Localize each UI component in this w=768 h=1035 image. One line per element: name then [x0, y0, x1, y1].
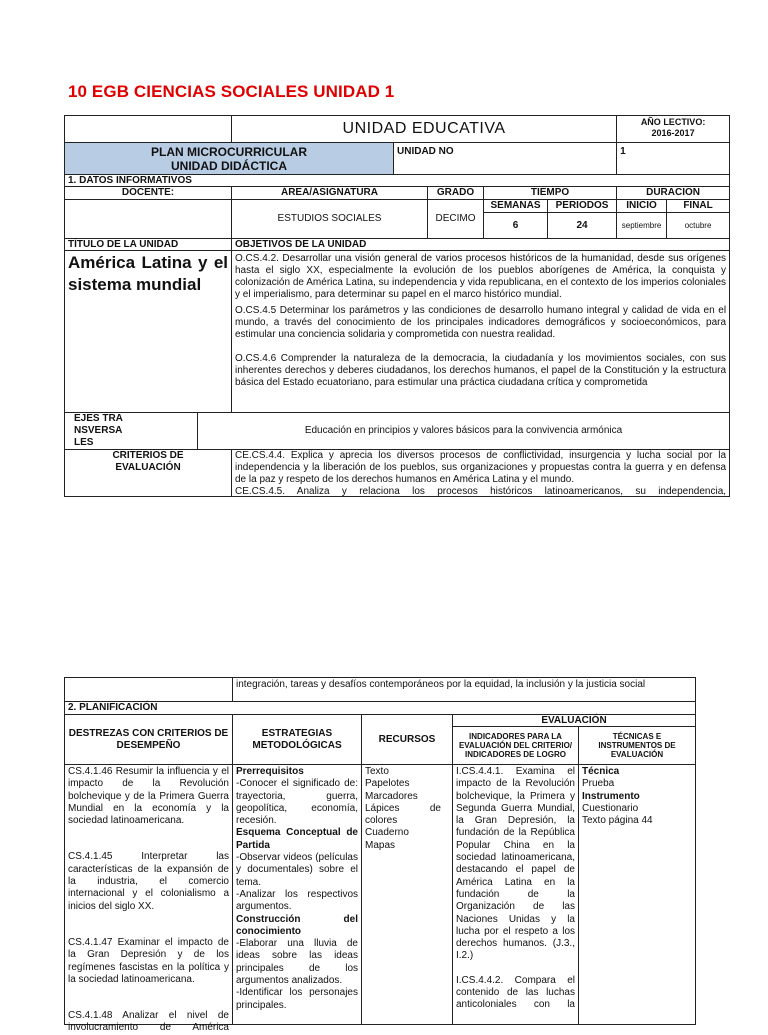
estrategia-heading: Construcción del conocimiento	[236, 913, 358, 937]
titulo-value-cell	[65, 251, 232, 413]
section-datos-informativos	[65, 175, 730, 187]
inicio-value: septiembre	[621, 220, 662, 230]
criterios-label: CRITERIOS DE EVALUACIÓN	[112, 450, 184, 473]
ejes-value: Educación en principios y valores básicos para la convivencia armónica	[304, 425, 623, 436]
objective-item: O.CS.4.5 Determinar los parámetros y las condiciones de desarrollo humano integral y calidad de vida en el mundo, a través del conocimiento de los principales indicadores demográficos y socioeconómicos, para estimular una conciencia solidaria y comprometida con nuestra realidad.	[235, 305, 727, 340]
criterios-value-cell	[232, 450, 730, 497]
docente-value-cell	[65, 200, 232, 239]
objective-item: O.CS.4.2. Desarrollar una visión general de varios procesos históricos de la humanidad, desde sus orígenes hasta el siglo XX, especialmente la evolución de los pueblos aborígenes de América, la conquista y colonización de América Latina, su independencia y vida republicana, en el contexto de los imperios coloniales y el imperialismo, para determinar su papel en el marco histórico mundial.	[235, 253, 727, 300]
criterio-continuation: integración, tareas y desafíos contemporáneos por la equidad, la inclusión y la justicia social	[236, 679, 646, 690]
area-value: ESTUDIOS SOCIALES	[277, 213, 382, 224]
indicadores-header	[453, 727, 579, 765]
recurso-item: Mapas	[365, 839, 396, 851]
titulo-header	[65, 239, 232, 251]
ejes-label: EJES TRANSVERSALES	[74, 413, 123, 448]
evaluacion-header	[453, 715, 696, 727]
periodos-value-cell	[548, 213, 617, 239]
periodos-value: 24	[576, 219, 588, 231]
grado-value: DECIMO	[435, 213, 476, 224]
destreza-item: CS.4.1.45 Interpretar las características de la expansión de la industria, el comercio internacional y el colonialismo a inicios del siglo XX.	[68, 851, 229, 912]
unit-title: América Latina y el sistema mundial	[68, 253, 228, 294]
recurso-item: Lápices de colores	[365, 802, 441, 827]
tiempo-label: TIEMPO	[530, 187, 570, 198]
estrategias-cell	[233, 765, 362, 1025]
tecnica-value: Prueba	[582, 778, 615, 790]
plan-cell	[65, 143, 394, 175]
inicio-label: INICIO	[626, 200, 657, 211]
objective-item: O.CS.4.6 Comprender la naturaleza de la democracia, la ciudadanía y los movimientos sociales, con sus inherentes derechos y deberes ciudadanos, los derechos humanos, el papel de la Constitución y la estructura básica del Estado ecuatoriano, para estimular una práctica ciudadana crítica y comprometida	[235, 353, 727, 388]
instrumento-value: Cuestionario	[582, 802, 639, 814]
plan-title: PLAN MICROCURRICULAR	[151, 145, 307, 159]
recursos-cell	[362, 765, 453, 1025]
grado-label: GRADO	[436, 187, 475, 198]
plan-subtitle: UNIDAD DIDÁCTICA	[171, 159, 287, 173]
continuation-blank-cell	[65, 678, 233, 702]
duracion-header	[617, 187, 730, 200]
final-value: octubre	[684, 221, 712, 230]
destreza-item: CS.4.1.47 Examinar el impacto de la Gran Depresión y de los regímenes fascistas en la política y la sociedad latinoamericana.	[68, 936, 229, 985]
recurso-item: Cuaderno	[365, 827, 409, 839]
tecnicas-label: TÉCNICAS E INSTRUMENTOS DE EVALUACIÓN	[598, 732, 676, 759]
indicador-item: I.CS.4.4.2. Compara el contenido de las luchas anticoloniales con la	[456, 974, 575, 1011]
semanas-value-cell	[484, 213, 548, 239]
recursos-header	[362, 715, 453, 765]
estrategia-text: -Analizar los respectivos argumentos.	[236, 888, 358, 913]
destrezas-header	[65, 715, 233, 765]
school-name: UNIDAD EDUCATIVA	[342, 120, 506, 137]
recurso-item: Texto	[365, 766, 389, 777]
inicio-header	[617, 200, 667, 213]
unit-number-label-cell	[394, 143, 617, 175]
estrategia-text: -Conocer el significado de: trayectoria, guerra, geopolítica, economía, recesión.	[236, 778, 358, 827]
indicador-item: I.CS.4.4.1. Examina el impacto de la Revolución bolchevique, la Primera y Segunda Guerra Mundial, la Gran Depresión, la fundación de la República Popular China en la sociedad latinoamericana, destacando el papel de América Latina en la fundación de la Organización de las Naciones Unidas y la lucha por el respeto a los derechos humanos. (J.3., I.2.)	[456, 766, 575, 962]
evaluacion-label: EVALUACIÓN	[541, 715, 607, 726]
instrumento-reference: Texto página 44	[582, 815, 653, 827]
criterio-continuation-cell	[233, 678, 696, 702]
estrategia-text: -Elaborar una lluvia de ideas sobre las ideas principales de los argumentos analizados.	[236, 938, 358, 987]
school-year-cell	[617, 116, 730, 143]
area-value-cell	[232, 200, 428, 239]
criterios-header	[65, 450, 232, 497]
tiempo-header	[484, 187, 617, 200]
final-value-cell	[667, 213, 730, 239]
destreza-item: CS.4.1.46 Resumir la influencia y el impacto de la Revolución bolchevique y de la Primera Guerra Mundial en la economía y la sociedad latinoamericana.	[68, 766, 229, 827]
section-planificacion	[65, 702, 696, 715]
objetivos-header	[232, 239, 730, 251]
recursos-label: RECURSOS	[378, 733, 436, 745]
destrezas-label: DESTREZAS CON CRITERIOS DE DESEMPEÑO	[68, 727, 229, 751]
school-year-value: 2016-2017	[651, 128, 695, 138]
periodos-label: PERIODOS	[555, 200, 609, 211]
unit-info-table	[64, 115, 730, 497]
estrategia-heading: Prerrequisitos	[236, 766, 304, 777]
duracion-label: DURACION	[646, 187, 700, 198]
destreza-item: CS.4.1.48 Analizar el nivel de involucramiento de América	[68, 1010, 229, 1034]
tecnicas-cell	[579, 765, 696, 1025]
semanas-label: SEMANAS	[490, 200, 541, 211]
school-year-label: AÑO LECTIVO:	[640, 117, 706, 127]
tecnica-heading: Técnica	[582, 766, 620, 777]
recurso-item: Marcadores	[365, 790, 418, 802]
tecnicas-header	[579, 727, 696, 765]
final-label: FINAL	[683, 200, 713, 211]
logo-cell	[65, 116, 232, 143]
objetivos-value-cell	[232, 251, 730, 413]
area-header	[232, 187, 428, 200]
planning-table	[64, 677, 696, 1034]
document-title: 10 EGB CIENCIAS SOCIALES UNIDAD 1	[68, 82, 395, 101]
docente-header	[65, 187, 232, 200]
final-header	[667, 200, 730, 213]
unit-number-cell	[617, 143, 730, 175]
section-planificacion-label: 2. PLANIFICACIÓN	[68, 702, 158, 713]
inicio-value-cell	[617, 213, 667, 239]
periodos-header	[548, 200, 617, 213]
ejes-header	[65, 413, 198, 450]
docente-label: DOCENTE:	[121, 187, 175, 198]
unit-number-label: UNIDAD NO	[397, 146, 454, 157]
indicadores-label: INDICADORES PARA LA EVALUACIÓN DEL CRITERIO/ INDICADORES DE LOGRO	[458, 732, 573, 759]
grado-value-cell	[428, 200, 484, 239]
estrategia-text: -Observar videos (películas y documentales) sobre el tema.	[236, 852, 358, 888]
grado-header	[428, 187, 484, 200]
estrategia-text: -Identificar los personajes principales.	[236, 987, 358, 1011]
destrezas-cell	[65, 765, 233, 1034]
recurso-item: Papelotes	[365, 778, 410, 790]
titulo-label: TÍTULO DE LA UNIDAD	[68, 239, 179, 250]
ejes-value-cell	[198, 413, 730, 450]
objetivos-label: OBJETIVOS DE LA UNIDAD	[235, 239, 367, 250]
school-cell	[232, 116, 617, 143]
criterio-item: CE.CS.4.5. Analiza y relaciona los procesos históricos latinoamericanos, su independencia,	[235, 486, 727, 497]
indicadores-cell	[453, 765, 579, 1025]
unit-number-value: 1	[620, 146, 626, 157]
semanas-value: 6	[512, 219, 519, 231]
semanas-header	[484, 200, 548, 213]
estrategia-heading: Esquema Conceptual de Partida	[236, 827, 358, 851]
instrumento-heading: Instrumento	[582, 790, 640, 802]
area-label: ÁREA/ASIGNATURA	[280, 187, 379, 198]
estrategias-label: ESTRATEGIAS METODOLÓGICAS	[252, 727, 342, 751]
estrategias-header	[233, 715, 362, 765]
criterio-item: CE.CS.4.4. Explica y aprecia los diversos procesos de conflictividad, insurgencia y lucha social por la independencia y la liberación de los pueblos, sus organizaciones y propuestas contra la guerra y en defensa de la paz y respeto de los derechos humanos en América Latina y el mundo.	[235, 450, 727, 485]
section-datos-label: 1. DATOS INFORMATIVOS	[68, 175, 192, 186]
